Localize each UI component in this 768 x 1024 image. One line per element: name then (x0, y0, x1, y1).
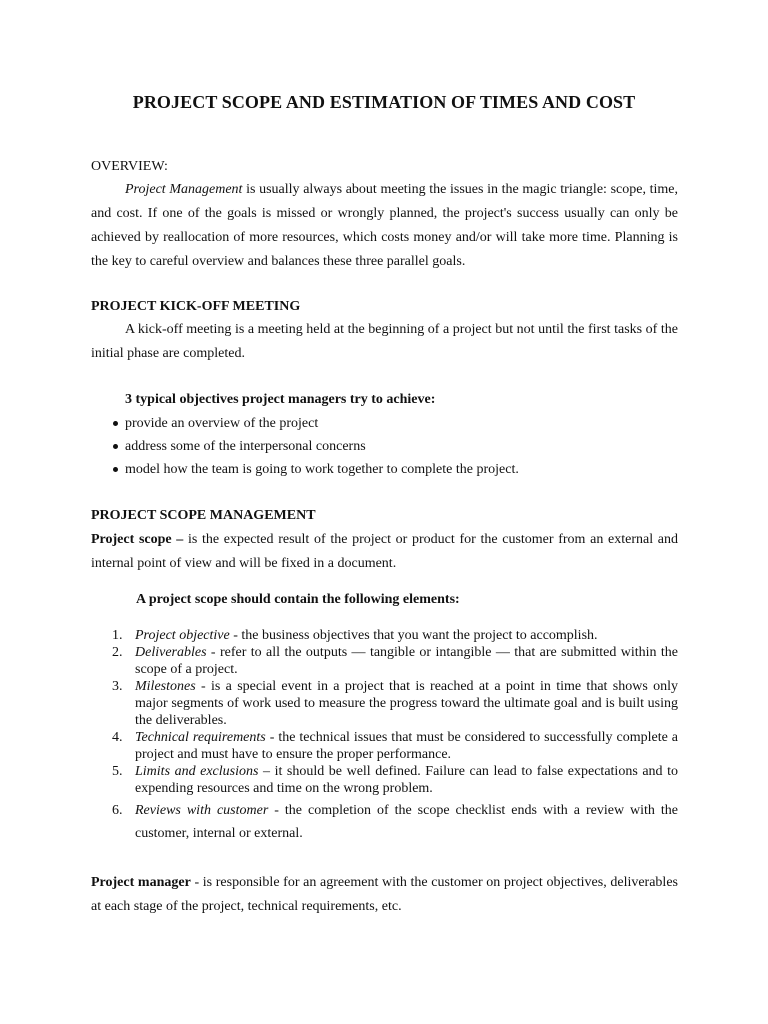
bullet-icon (113, 444, 118, 449)
list-item: 3. Milestones - is a special event in a project that is reached at a point in time that shows only major segments of work used to measure the progress toward the ultimate goal and is built using the deliverables. (112, 679, 678, 728)
scope-term: Project scope – (91, 532, 184, 547)
scope-paragraph (91, 528, 678, 576)
project-manager-term: Project manager (91, 875, 191, 890)
bullet-icon (113, 467, 118, 472)
list-item: model how the team is going to work together to complete the project. (112, 458, 519, 481)
overview-term: Project Management (125, 182, 243, 197)
objectives-heading: 3 typical objectives project managers try to achieve: (125, 392, 436, 407)
list-item: 6. Reviews with customer - the completion of the scope checklist ends with a review with the customer, internal or external. (112, 803, 678, 841)
project-manager-paragraph (91, 871, 678, 919)
list-item: address some of the interpersonal concerns (112, 435, 519, 458)
list-item: provide an overview of the project (112, 412, 519, 435)
document-title: PROJECT SCOPE AND ESTIMATION OF TIMES AND COST (132, 92, 636, 112)
elements-heading: A project scope should contain the following elements: (136, 592, 460, 607)
scope-management-heading: PROJECT SCOPE MANAGEMENT (91, 508, 316, 523)
list-item: 5. Limits and exclusions – it should be well defined. Failure can lead to false expectations and to expending resources and time on the wrong problem. (112, 764, 678, 796)
kickoff-heading: PROJECT KICK-OFF MEETING (91, 299, 301, 314)
overview-text: is usually always about meeting the issues in the magic triangle: scope, time, and cost. If one of the goals is missed or wrongly planned, the project's success usually can only be achieved by reallocation of more resources, which costs money and/or will take more time. Planning is the key to careful overview and balances these three parallel goals. (91, 182, 678, 269)
objectives-list (112, 412, 519, 481)
scope-text: is the expected result of the project or product for the customer from an external and internal point of view and will be fixed in a document. (91, 532, 678, 571)
kickoff-paragraph: A kick-off meeting is a meeting held at the beginning of a project but not until the first tasks of the initial phase are completed. (91, 322, 678, 361)
bullet-icon (113, 421, 118, 426)
elements-list (108, 627, 678, 845)
overview-heading: OVERVIEW: (91, 159, 168, 174)
list-item: 4. Technical requirements - the technical issues that must be considered to successfully complete a project and must have to ensure the proper performance. (112, 730, 679, 762)
list-item: 2. Deliverables - refer to all the outputs — tangible or intangible — that are submitted within the scope of a project. (112, 645, 678, 677)
overview-paragraph (91, 178, 678, 274)
list-item: 1. Project objective - the business objectives that you want the project to accomplish. (112, 628, 598, 643)
project-manager-text: - is responsible for an agreement with the customer on project objectives, deliverables at each stage of the project, technical requirements, etc. (91, 875, 678, 914)
